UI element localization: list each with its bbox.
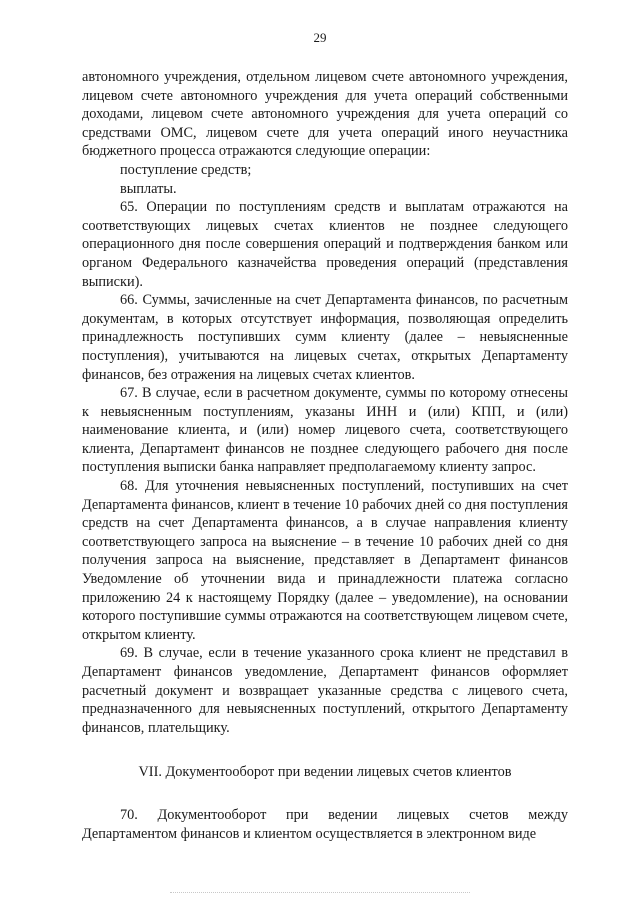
paragraph-70: 70. Документооборот при ведении лицевых счетов между Департаментом финансов и клиентом осуществляется в электронном виде — [82, 806, 568, 842]
paragraph-65: 65. Операции по поступлениям средств и выплатам отражаются на соответствующих лицевых счетах клиентов не позднее следующего операционного дня после совершения операций и подтверждения банком или органом Федерального казначейства проведения операций (представления выписки). — [82, 199, 568, 290]
page-number: 29 — [313, 30, 327, 45]
scan-artifact-line — [170, 892, 470, 894]
paragraph-66: 66. Суммы, зачисленные на счет Департамента финансов, по расчетным документам, в которых отсутствует информация, позволяющая определить принадлежность поступивших сумм клиенту (далее – невыясненные поступления), учитываются на лицевых счетах, открытых Департаменту финансов, без отражения на лицевых счетах клиентов. — [82, 292, 568, 383]
paragraph-67: 67. В случае, если в расчетном документе, суммы по которому отнесены к невыясненным поступлениям, указаны ИНН и (или) КПП, и (или) наименование клиента, и (или) номер лицевого счета, соответствующего клиента, Департамент финансов не позднее следующего рабочего дня после поступления выписки банка направляет предполагаемому клиенту запрос. — [82, 385, 568, 476]
paragraph-68: 68. Для уточнения невыясненных поступлений, поступивших на счет Департамента финансов, клиент в течение 10 рабочих дней со дня поступления средств на счет Департамента финансов, а в случае направления клиенту соответствующего запроса на выяснение – в течение 10 рабочих дней со дня получения запроса на выяснение, представляет в Департамент финансов Уведомление об уточнении вида и принадлежности платежа согласно приложению 24 к настоящему Порядку (далее – уведомление), на основании которого поступившие суммы отражаются на соответствующем лицевом счете, открытом клиенту. — [82, 478, 568, 643]
section-heading: VII. Документооборот при ведении лицевых счетов клиентов — [138, 764, 512, 781]
paragraph-69: 69. В случае, если в течение указанного срока клиент не представил в Департамент финансов уведомление, Департамент финансов оформляет расчетный документ и возвращает указанные средства с лицевого счета, предназначенного для невыясненных поступлений, открытого Департаменту финансов, плательщику. — [82, 645, 568, 736]
document-body — [82, 68, 568, 843]
paragraph-intro: автономного учреждения, отдельном лицевом счете автономного учреждения, лицевом счете автономного учреждения для учета операций собственными доходами, лицевом счете автономного учреждения для учета операций со средствами ОМС, лицевом счете для учета операций иного неучастника бюджетного процесса отражаются следующие операции: — [82, 69, 568, 160]
list-item-payments: выплаты. — [120, 180, 177, 197]
list-item-receipts: поступление средств; — [120, 161, 252, 178]
